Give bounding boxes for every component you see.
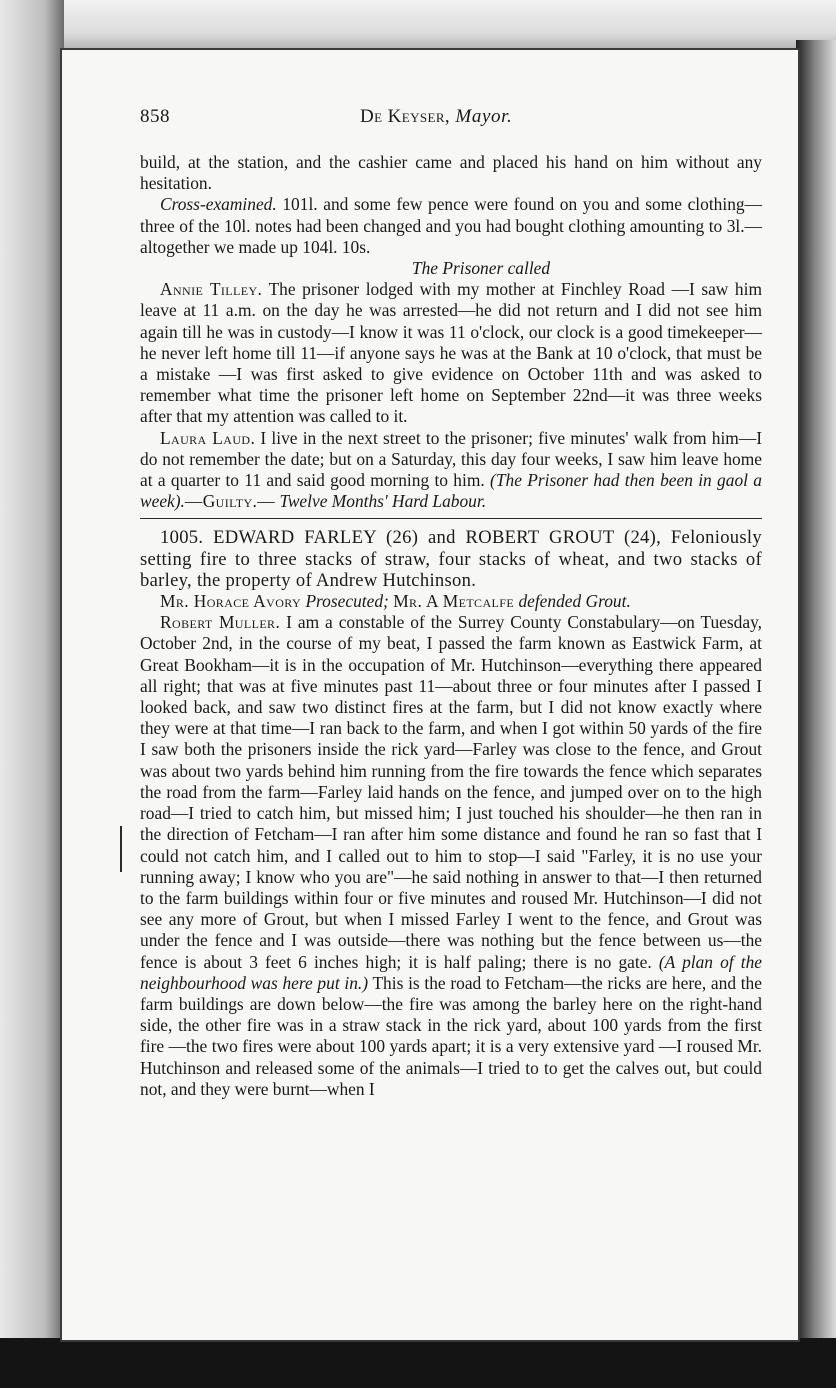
page-number: 858 <box>140 106 170 127</box>
cross-examined-label: Cross-examined. <box>160 194 277 215</box>
prisoner-called-heading: The Prisoner called <box>411 258 551 279</box>
paragraph-cross-examined <box>140 194 762 258</box>
margin-pencil-mark <box>120 826 122 872</box>
prosecutor-name: Mr. Horace Avory <box>160 591 302 612</box>
annie-tilley-testimony: The prisoner lodged with my mother at Finchley Road —I saw him leave at 11 a.m. on the day he was arrested—he did not return and I did not see him again till he was in custody—I know it was 11 o'clock, our clock is a good timekeeper—he never left home till 11—if anyone says he was at the Bank at 10 o'clock, that must be a mistake —I was first asked to give evidence on October 11th and was asked to remember what time the prisoner left home on September 22nd—it was three weeks after that my attention was called to it. <box>140 279 762 427</box>
running-title-name: De Keyser, <box>360 106 451 127</box>
plan-note: (A plan of the neighbourhood was here put in.) <box>140 951 762 993</box>
body-text <box>140 152 762 1100</box>
paragraph-annie-tilley <box>140 279 762 427</box>
book-right-edge <box>796 40 836 1340</box>
prosecuted-label: Prosecuted; <box>305 591 389 612</box>
laura-laud-testimony: I live in the next street to the prisoner; five minutes' walk from him—I do not remember the date; but on a Saturday, this day four weeks, I saw him leave home at a quarter to 11 and said good morning to him. <box>140 427 763 491</box>
robert-muller-testimony: I am a constable of the Surrey County Constabulary—on Tuesday, October 2nd, in the course of my beat, I passed the farm known as Eastwick Farm, at Great Bookham—it is in the occupation of Mr. Hutchinson—everything there appeared all right; that was at five minutes past 11—about three or four minutes after I passed I looked back, and saw two distinct fires at the farm, but I did not know exactly where they were at that time—I ran back to the farm, and when I got within 50 yards of the fire I saw both the prisoners inside the rick yard—Farley was close to the fence, and Grout was about two yards behind him running from the fire towards the fence which separates the road from the farm—Farley laid hands on the fence, and jumped over on to the high road—I tried to catch him, but missed him; I just touched his shoulder—he then ran in the direction of Fetcham—I ran after him some distance and found he ran so fast that I could not catch him, and I called out to him to stop—I said "Farley, it is no use your running away; I know who you are"—he said nothing in answer to that—I then returned to the farm buildings within four or five minutes and roused Mr. Hutchinson—I did not see any more of Grout, but when I missed Farley I went to the fence, and Grout was under the fence and I was outside—there was nothing but the fence between us—the fence is about 3 feet 6 inches high; it is half paling; there is no gate. <box>140 612 762 972</box>
cross-examined-text: 101l. and some few pence were found on you and some clothing—three of the 10l. notes had been changed and you had bought clothing amounting to 3l.—altogether we made up 104l. 10s. <box>140 194 762 257</box>
paragraph-continuation: build, at the station, and the cashier came and placed his hand on him without any hesitation. <box>140 152 762 194</box>
paragraph-robert-muller <box>140 612 762 1100</box>
defended-label: defended Grout. <box>518 591 631 612</box>
book-left-edge <box>0 0 64 1388</box>
sentence: Twelve Months' Hard Labour. <box>279 491 487 512</box>
gaol-note: (The Prisoner had then been in gaol a week). <box>140 470 762 512</box>
book-bottom-edge <box>0 1338 836 1388</box>
running-title <box>360 106 512 128</box>
witness-name-robert-muller: Robert Muller. <box>160 612 281 633</box>
counsel-line <box>140 591 762 612</box>
book-page <box>62 50 798 1340</box>
verdict: —Guilty.— <box>184 491 276 512</box>
paragraph-laura-laud <box>140 428 762 513</box>
case-1005-heading: 1005. EDWARD FARLEY (26) and ROBERT GROUT (24), Feloniously setting fire to three stacks of straw, four stacks of wheat, and two stacks of barley, the property of Andrew Hutchinson. <box>140 527 762 591</box>
case-divider-rule <box>140 518 762 519</box>
page-content <box>140 106 762 1100</box>
witness-name-laura-laud: Laura Laud. <box>160 427 256 448</box>
running-head <box>140 106 762 138</box>
witness-name-annie-tilley: Annie Tilley. <box>160 279 263 300</box>
defence-name: Mr. A Metcalfe <box>393 591 515 612</box>
robert-muller-testimony-continued: This is the road to Fetcham—the ricks are here, and the farm buildings are down below—the fire was among the barley here on the right-hand side, the other fire was in a straw stack in the rick yard, about 100 yards from the first fire —the two fires were about 100 yards apart; it is a very extensive yard —I roused Mr. Hutchinson and released some of the animals—I tried to to get the calves out, but could not, and they were burnt—when I <box>140 972 762 1099</box>
running-title-office: Mayor. <box>455 106 513 127</box>
